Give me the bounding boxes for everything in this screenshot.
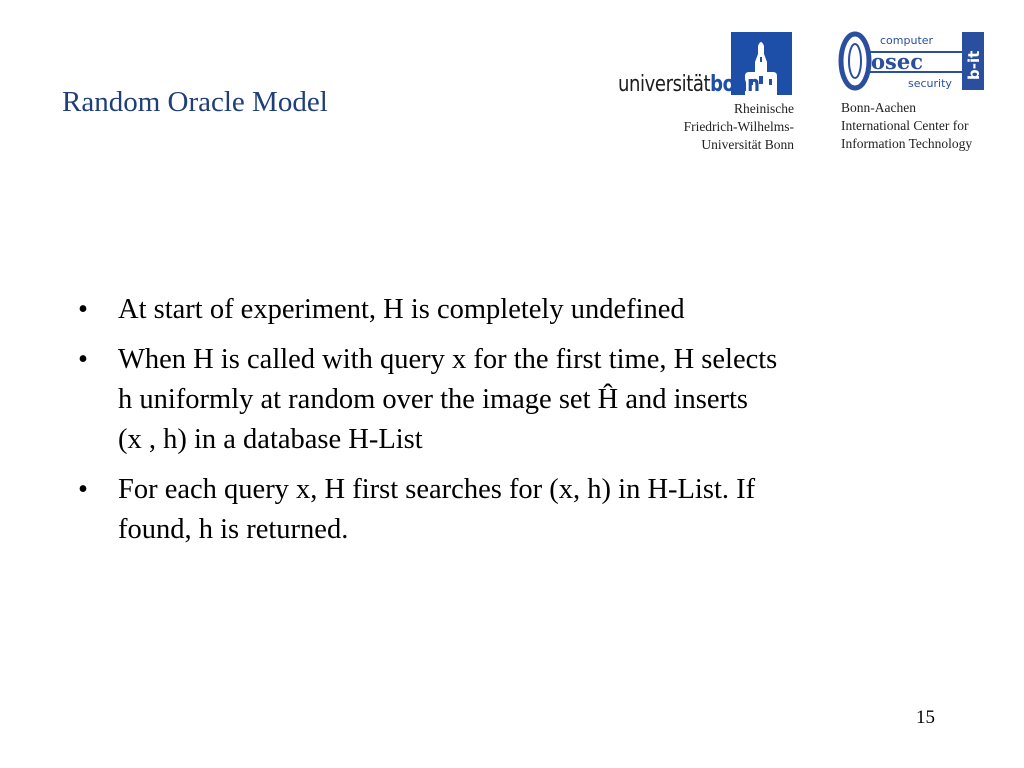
bullet-marker: • — [78, 474, 88, 505]
svg-text:b-it: b-it — [965, 50, 983, 80]
bullet-item — [78, 290, 918, 330]
bullet-line: At start of experiment, H is completely undefined — [118, 294, 685, 325]
svg-text:computer: computer — [880, 34, 934, 47]
bullet-item — [78, 340, 918, 460]
slide-title: Random Oracle Model — [62, 86, 328, 118]
bullet-line: h uniformly at random over the image set Ĥ and inserts — [118, 384, 749, 415]
bullet-marker: • — [78, 344, 88, 375]
bullet-marker: • — [78, 294, 88, 325]
svg-text:security: security — [908, 77, 952, 90]
cosec-logo-caption: Bonn-Aachen International Center for Information Technology — [841, 100, 973, 151]
svg-text:osec: osec — [871, 49, 923, 74]
bullet-item — [78, 470, 918, 550]
cosec-bit-logo — [838, 30, 998, 155]
page-number: 15 — [916, 707, 935, 728]
bullet-line: (x , h) in a database H-List — [118, 424, 423, 455]
bonn-logo-caption: Rheinische Friedrich-Wilhelms- Universität Bonn — [683, 101, 794, 152]
bullet-line: found, h is returned. — [118, 514, 349, 545]
bullet-line: When H is called with query x for the first time, H selects — [118, 344, 778, 375]
cosec-key-icon — [838, 30, 990, 92]
bullet-line: For each query x, H first searches for (x, h) in H-List. If — [118, 474, 756, 505]
university-bonn-logo — [612, 32, 794, 157]
bonn-wordmark: universitätbonn — [618, 72, 760, 97]
bullet-list — [78, 290, 918, 560]
